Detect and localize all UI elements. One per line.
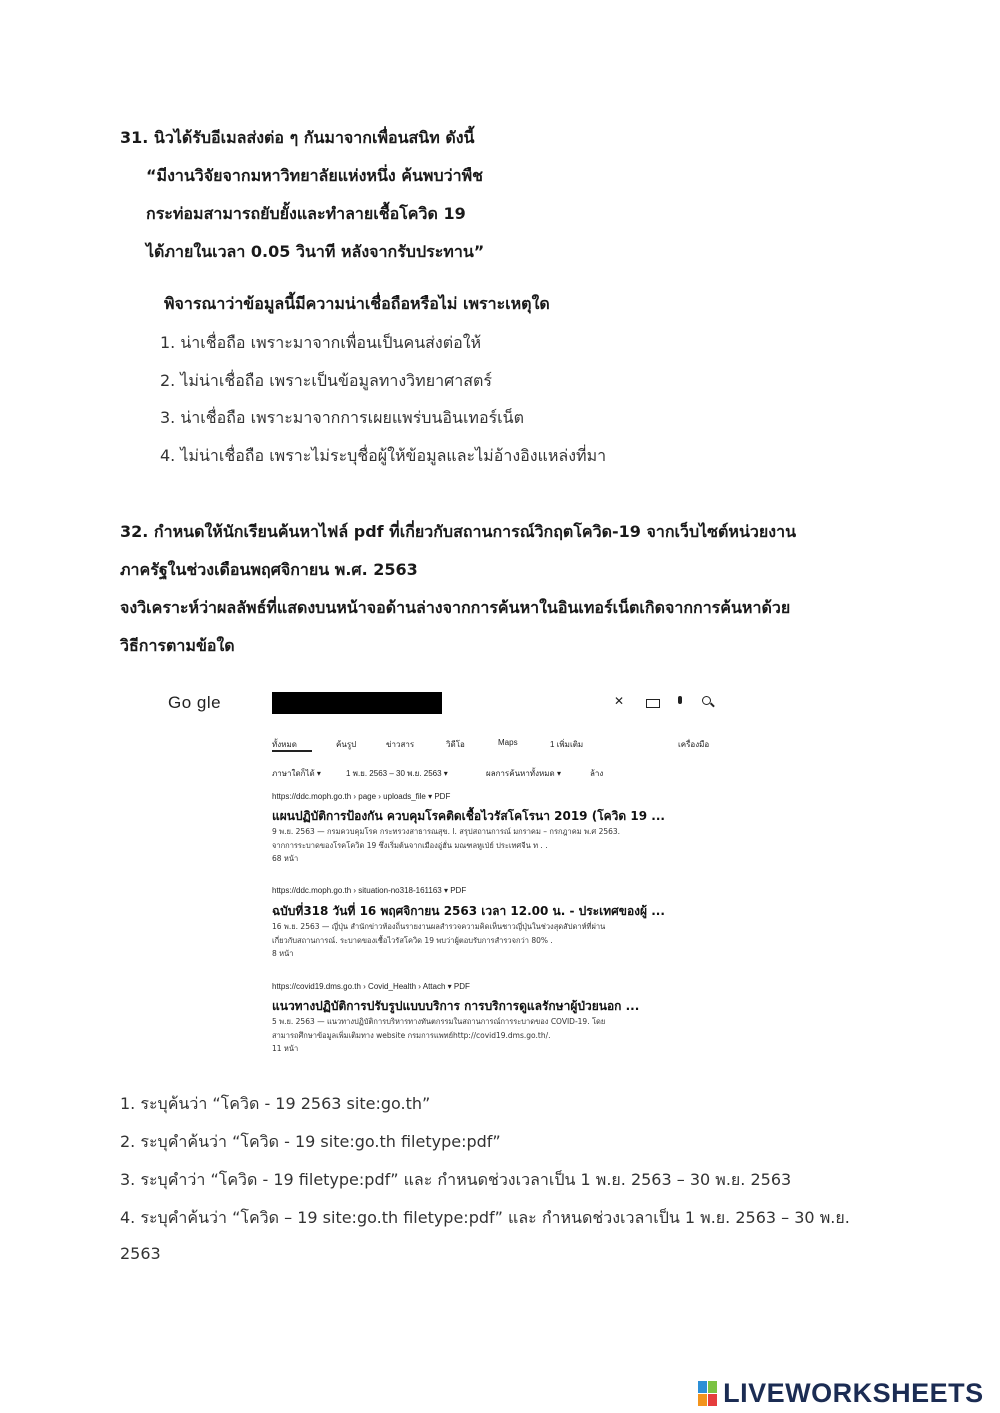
tab-more[interactable]: 1 เพิ่มเติม: [550, 740, 584, 749]
result-2-title[interactable]: ฉบับที่318 วันที่ 16 พฤศจิกายน 2563 เวลา 12.00 น. - ประเทศของผู้ ...: [272, 904, 665, 918]
q32-option-2[interactable]: 2. ระบุคำค้นว่า “โควิด - 19 site:go.th filetype:pdf”: [120, 1132, 501, 1151]
tab-all[interactable]: ทั้งหมด: [272, 740, 297, 749]
q31-option-1[interactable]: 1. น่าเชื่อถือ เพราะมาจากเพื่อนเป็นคนส่งต่อให้: [160, 333, 482, 352]
result-2-snippet-2: เกี่ยวกับสถานการณ์. ระบาดของเชื้อไวรัสโควิด 19 พบว่าผู้ตอบรับการสำรวจกว่า 80% .: [272, 936, 553, 945]
filter-results[interactable]: ผลการค้นหาทั้งหมด ▾: [486, 769, 561, 778]
tab-videos[interactable]: วิดีโอ: [446, 740, 465, 749]
close-icon[interactable]: ✕: [614, 694, 625, 708]
liveworksheets-logo: [698, 1378, 984, 1409]
liveworksheets-badge-icon: [698, 1381, 718, 1407]
tab-news[interactable]: ข่าวสาร: [386, 740, 415, 749]
result-2-snippet-1: 16 พ.ย. 2563 — ญี่ปุ่น สำนักข่าวท้องถิ่นรายงานผลสำรวจความคิดเห็นชาวญี่ปุ่นในช่วงสุดสัปดาห์ที่ผ่าน: [272, 922, 606, 931]
tools-button[interactable]: เครื่องมือ: [678, 740, 710, 749]
q32-option-3[interactable]: 3. ระบุคำว่า “โควิด - 19 filetype:pdf” และ กำหนดช่วงเวลาเป็น 1 พ.ย. 2563 – 30 พ.ย. 2563: [120, 1170, 792, 1189]
filter-date-range[interactable]: 1 พ.ย. 2563 – 30 พ.ย. 2563 ▾: [346, 769, 448, 778]
q31-prompt: พิจารณาว่าข้อมูลนี้มีความน่าเชื่อถือหรือไม่ เพราะเหตุใด: [164, 294, 550, 313]
result-3-snippet-2: สามารถศึกษาข้อมูลเพิ่มเติมทาง website กรมการแพทย์http://covid19.dms.go.th/.: [272, 1031, 551, 1040]
q32-line-1: 32. กำหนดให้นักเรียนค้นหาไฟล์ pdf ที่เกี่ยวกับสถานการณ์วิกฤตโควิด-19 จากเว็บไซต์หน่วยงาน: [120, 522, 796, 541]
result-1-title[interactable]: แผนปฏิบัติการป้องกัน ควบคุมโรคติดเชื้อไวรัสโคโรนา 2019 (โควิด 19 ...: [272, 809, 665, 823]
active-tab-underline: [272, 750, 312, 752]
result-1-snippet-1: 9 พ.ย. 2563 — กรมควบคุมโรค กระทรวงสาธารณสุข. l. สรุปสถานการณ์ มกราคม – กรกฎาคม พ.ศ 2563.: [272, 827, 621, 836]
q31-quote-line-1: “มีงานวิจัยจากมหาวิทยาลัยแห่งหนึ่ง ค้นพบว่าพืช: [146, 166, 483, 185]
result-3-pages: 11 หน้า: [272, 1044, 299, 1053]
q31-option-3[interactable]: 3. น่าเชื่อถือ เพราะมาจากการเผยแพร่บนอินเทอร์เน็ต: [160, 408, 524, 427]
tab-images[interactable]: ค้นรูป: [336, 740, 357, 749]
search-icon-handle: [710, 702, 715, 707]
q31-option-2[interactable]: 2. ไม่น่าเชื่อถือ เพราะเป็นข้อมูลทางวิทยาศาสตร์: [160, 371, 492, 390]
result-1-pages: 68 หน้า: [272, 854, 299, 863]
q31-heading: 31. นิวได้รับอีเมลส่งต่อ ๆ กันมาจากเพื่อนสนิท ดังนี้: [120, 128, 475, 147]
result-2-url[interactable]: https://ddc.moph.go.th › situation-no318-161163 ▾ PDF: [272, 886, 467, 895]
q32-line-2: ภาครัฐในช่วงเดือนพฤศจิกายน พ.ศ. 2563: [120, 560, 418, 579]
result-1-snippet-2: จากการระบาดของโรคโควิด 19 ซึ่งเริ่มต้นจากเมืองอู่ฮั่น มณฑลหูเป่ย์ ประเทศจีน ท . .: [272, 841, 548, 850]
q32-option-4-continued: 2563: [120, 1244, 161, 1263]
mic-icon[interactable]: [678, 696, 682, 704]
q31-quote-line-2: กระท่อมสามารถยับยั้งและทำลายเชื้อโควิด 19: [146, 204, 466, 223]
google-logo: Go gle: [168, 693, 222, 712]
q32-line-3: จงวิเคราะห์ว่าผลลัพธ์ที่แสดงบนหน้าจอด้านล่างจากการค้นหาในอินเทอร์เน็ตเกิดจากการค้นหาด้วย: [120, 598, 791, 617]
result-3-url[interactable]: https://covid19.dms.go.th › Covid_Health › Attach ▾ PDF: [272, 982, 470, 991]
result-3-snippet-1: 5 พ.ย. 2563 — แนวทางปฏิบัติการบริหารทางทันตกรรมในสถานการณ์การระบาดของ COVID-19. โดย: [272, 1017, 606, 1026]
result-1-url[interactable]: https://ddc.moph.go.th › page › uploads_file ▾ PDF: [272, 792, 451, 801]
q32-line-4: วิธีการตามข้อใด: [120, 636, 235, 655]
filter-language[interactable]: ภาษาใดก็ได้ ▾: [272, 769, 321, 778]
filter-clear[interactable]: ล้าง: [590, 769, 604, 778]
q32-option-1[interactable]: 1. ระบุค้นว่า “โควิด - 19 2563 site:go.th”: [120, 1094, 431, 1113]
result-2-pages: 8 หน้า: [272, 949, 294, 958]
liveworksheets-wordmark: LIVEWORKSHEETS: [723, 1378, 984, 1408]
redacted-search-box[interactable]: [272, 692, 442, 714]
keyboard-icon[interactable]: [646, 699, 660, 708]
tab-maps[interactable]: Maps: [498, 738, 518, 747]
q31-quote-line-3: ได้ภายในเวลา 0.05 วินาที หลังจากรับประทาน”: [146, 242, 485, 261]
q31-option-4[interactable]: 4. ไม่น่าเชื่อถือ เพราะไม่ระบุชื่อผู้ให้ข้อมูลและไม่อ้างอิงแหล่งที่มา: [160, 446, 607, 465]
q32-option-4[interactable]: 4. ระบุคำค้นว่า “โควิด – 19 site:go.th filetype:pdf” และ กำหนดช่วงเวลาเป็น 1 พ.ย. 2563 – 30 พ.ย.: [120, 1208, 850, 1227]
result-3-title[interactable]: แนวทางปฏิบัติการปรับรูปแบบบริการ การบริการดูแลรักษาผู้ป่วยนอก ...: [272, 999, 640, 1013]
